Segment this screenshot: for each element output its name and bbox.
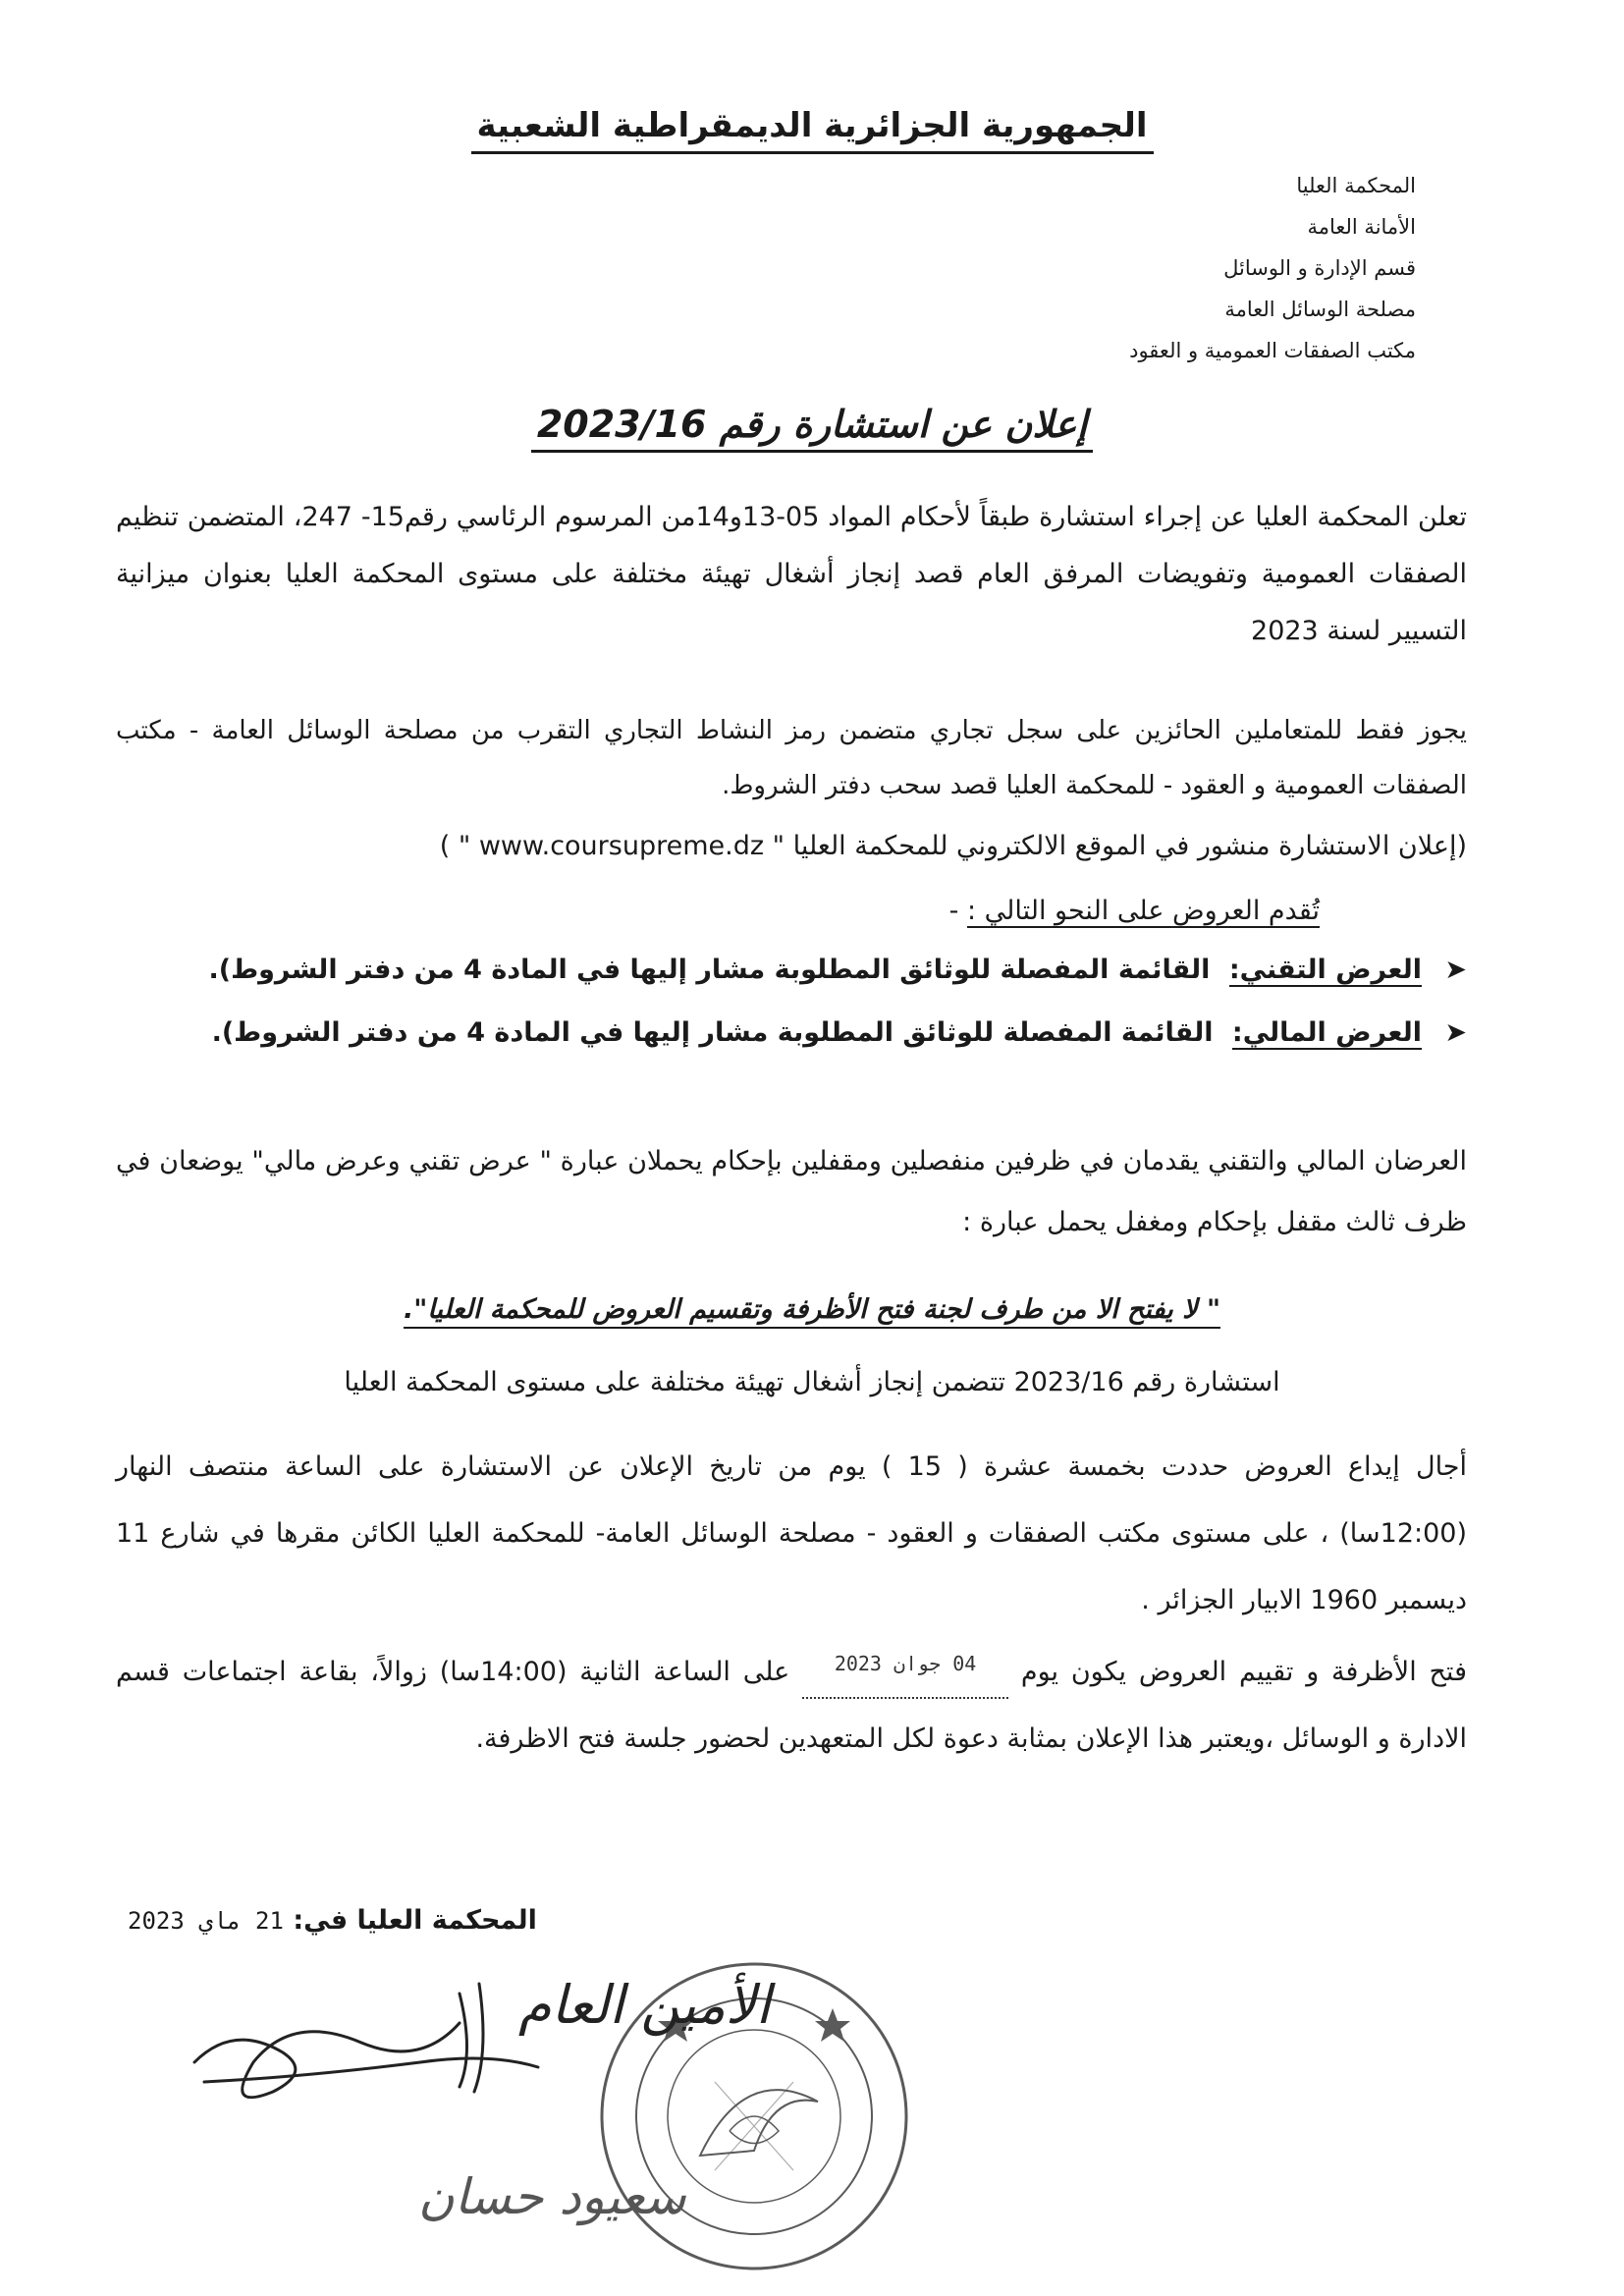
notice-title-text: إعلان عن استشارة رقم 2023/16: [531, 403, 1093, 453]
offer-label-technical: العرض التقني:: [1228, 955, 1422, 985]
offer-label-financial: العرض المالي:: [1231, 1017, 1422, 1048]
notice-title: [0, 403, 1624, 446]
paragraph-envelopes: العرضان المالي والتقني يقدمان في ظرفين منفصلين ومقفلين بإحكام يحملان عبارة " عرض تقني وعرض مالي" يوضعان في ظرف ثالث مقفل بإحكام ومغفل يحمل عبارة :: [116, 1146, 1467, 1237]
envelope-inscription-text: " لا يفتح الا من طرف لجنة فتح الأظرفة وتقسيم العروض للمحكمة العليا".: [404, 1294, 1220, 1329]
offers-intro: [949, 896, 1320, 926]
republic-header: [0, 106, 1624, 145]
republic-header-text: الجمهورية الجزائرية الديمقراطية الشعبية: [471, 106, 1154, 154]
arrow-bullet-icon: ➤: [1444, 1017, 1467, 1048]
website-line: (إعلان الاستشارة منشور في الموقع الالكتروني للمحكمة العليا " www.coursupreme.dz " ): [439, 831, 1467, 861]
org-line-court: المحكمة العليا: [1296, 174, 1416, 197]
signatory-name: سعيود حسان: [418, 2168, 686, 2225]
envelope-inscription: [0, 1294, 1624, 1325]
signature-date-stamp: 21 ماي 2023: [128, 1907, 284, 1935]
handwritten-signature-icon: [194, 1984, 538, 2098]
arrow-bullet-icon: ➤: [1444, 955, 1467, 985]
offer-item-financial: [116, 1017, 1467, 1048]
paragraph-eligibility: يجوز فقط للمتعاملين الحائزين على سجل تجاري متضمن رمز النشاط التجاري التقرب من مصلحة الوسائل العامة - مكتب الصفقات العمومية و العقود - للمحكمة العليا قصد سحب دفتر الشروط.: [116, 716, 1467, 800]
offer-text-financial: القائمة المفصلة للوثائق المطلوبة مشار إليها في المادة 4 من دفتر الشروط).: [211, 1017, 1214, 1048]
paragraph-announcement: تعلن المحكمة العليا عن إجراء استشارة طبقاً لأحكام المواد 05-13و14من المرسوم الرئاسي رقم15- 247، المتضمن تنظيم الصفقات العمومية وتفويضات المرفق العام قصد إنجاز أشغال تهيئة مختلفة على مستوى المحكمة العليا بعنوان ميزانية التسيير لسنة 2023: [116, 502, 1467, 646]
offers-intro-text: تُقدم العروض على النحو التالي :: [966, 896, 1320, 926]
paragraph-deadline: أجال إيداع العروض حددت بخمسة عشرة ( 15 ) يوم من تاريخ الإعلان عن الاستشارة على الساعة منتصف النهار (12:00سا) ، على مستوى مكتب الصفقات و العقود - مصلحة الوسائل العامة- للمحكمة العليا الكائن مقرها في شارع 11 ديسمبر 1960 الابيار الجزائر .: [116, 1451, 1467, 1615]
paragraph-opening: [116, 1630, 1467, 1773]
consultation-line: استشارة رقم 2023/16 تتضمن إنجاز أشغال تهيئة مختلفة على مستوى المحكمة العليا: [344, 1367, 1280, 1397]
signatory-title: الأمين العام: [518, 1974, 771, 2036]
opening-text-before: فتح الأظرفة و تقييم العروض يكون يوم: [1020, 1657, 1467, 1687]
offers-intro-dash: -: [948, 896, 959, 926]
offer-item-technical: [116, 955, 1467, 985]
signature-block: [165, 1954, 911, 2288]
signature-place-label: المحكمة العليا في:: [293, 1905, 537, 1936]
org-line-secretariat: الأمانة العامة: [1307, 215, 1416, 239]
org-line-department: قسم الإدارة و الوسائل: [1223, 256, 1416, 280]
organization-block: [827, 165, 1416, 371]
org-line-service: مصلحة الوسائل العامة: [1224, 298, 1416, 321]
opening-text-after: على الساعة الثانية (14:00سا) زوالاً، بقاعة اجتماعات قسم الادارة و الوسائل ،ويعتبر هذا الإعلان بمثابة دعوة لكل المتعهدين لحضور جلسة فتح الاظرفة.: [116, 1657, 1467, 1754]
signature-place-date: [128, 1905, 537, 1936]
offer-text-technical: القائمة المفصلة للوثائق المطلوبة مشار إليها في المادة 4 من دفتر الشروط).: [208, 955, 1211, 985]
opening-date-stamp: 04 جوان 2023: [802, 1630, 1008, 1699]
org-line-office: مكتب الصفقات العمومية و العقود: [1129, 339, 1416, 362]
